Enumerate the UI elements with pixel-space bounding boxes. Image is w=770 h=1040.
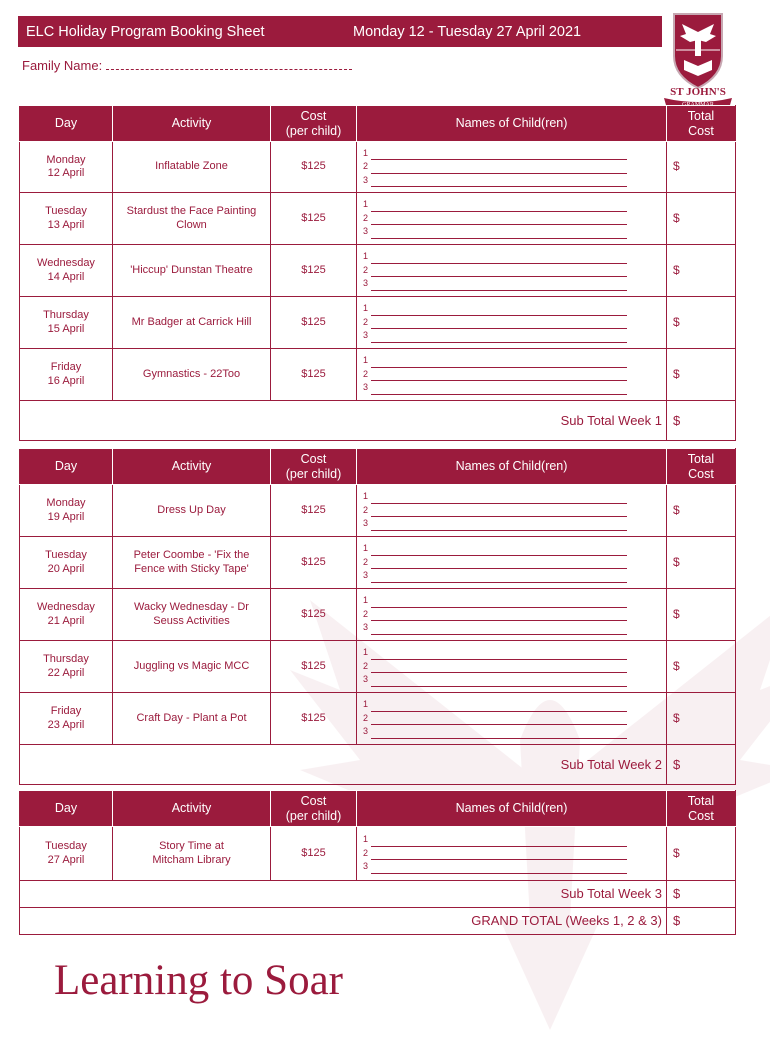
slogan: Learning to Soar (54, 957, 343, 1004)
activity-header: Activity (113, 449, 271, 485)
week-2-table (19, 448, 736, 785)
child-name-field[interactable] (371, 494, 627, 504)
names-cell (357, 349, 667, 401)
names-cell (357, 245, 667, 297)
day-name: Monday (46, 153, 86, 166)
child-name-field[interactable] (371, 702, 627, 712)
day-name: Monday (46, 497, 86, 509)
subtotal-label: Sub Total Week 3 (20, 881, 667, 908)
names-cell (357, 827, 667, 881)
cost-header-line2: (per child) (285, 466, 342, 481)
child-number: 2 (363, 556, 369, 567)
child-name-field[interactable] (371, 306, 627, 316)
table-row (20, 827, 736, 881)
cost-cell: $125 (271, 349, 357, 401)
child-name-field[interactable] (371, 150, 627, 160)
day-date: 20 April (47, 562, 85, 575)
activity-text: Fence with Sticky Tape' (134, 562, 249, 575)
activity-text: Mitcham Library (152, 853, 231, 866)
table-row (20, 245, 736, 297)
child-name-line[interactable] (363, 860, 666, 874)
child-name-line[interactable] (363, 198, 666, 212)
svg-text:ST JOHN'S: ST JOHN'S (670, 86, 726, 98)
table-row (20, 485, 736, 537)
day-name: Thursday (43, 309, 89, 321)
child-name-field[interactable] (371, 358, 627, 368)
day-name: Tuesday (45, 840, 87, 852)
activity-cell (113, 193, 271, 245)
names-cell (357, 193, 667, 245)
table-row (20, 142, 736, 193)
names-header: Names of Child(ren) (357, 791, 667, 827)
activity-cell (113, 693, 271, 745)
day-name: Thursday (43, 653, 89, 665)
child-name-line[interactable] (363, 673, 666, 687)
child-name-line[interactable] (363, 725, 666, 739)
child-number: 3 (363, 226, 369, 237)
subtotal-value[interactable]: $ (667, 881, 736, 908)
child-name-field[interactable] (371, 837, 627, 847)
cost-cell: $125 (271, 641, 357, 693)
child-number: 1 (363, 699, 369, 710)
cost-cell: $125 (271, 693, 357, 745)
day-cell (20, 827, 113, 881)
cost-header-line2: (per child) (285, 123, 342, 138)
child-name-field[interactable] (371, 573, 627, 583)
day-name: Wednesday (37, 601, 95, 613)
activity-cell (113, 349, 271, 401)
table-row (20, 297, 736, 349)
child-number: 3 (363, 382, 369, 393)
child-name-line[interactable] (363, 608, 666, 622)
child-name-line[interactable] (363, 698, 666, 712)
subtotal-row (20, 401, 736, 441)
total-cost-cell[interactable]: $ (667, 349, 736, 401)
header-row (20, 106, 736, 142)
activity-text: Wacky Wednesday - Dr (134, 601, 249, 613)
child-name-field[interactable] (371, 371, 627, 381)
activity-header: Activity (113, 106, 271, 142)
total-header-line2: Cost (688, 808, 714, 823)
program-dates: Monday 12 - Tuesday 27 April 2021 (353, 23, 582, 40)
total-header (667, 791, 736, 827)
day-cell (20, 589, 113, 641)
child-name-field[interactable] (371, 625, 627, 635)
subtotal-label: Sub Total Week 1 (20, 401, 667, 441)
child-name-field[interactable] (371, 715, 627, 725)
child-name-field[interactable] (371, 319, 627, 329)
child-name-line[interactable] (363, 594, 666, 608)
child-number: 2 (363, 847, 369, 858)
child-name-line[interactable] (363, 660, 666, 674)
child-name-field[interactable] (371, 729, 627, 739)
cost-header-line1: Cost (300, 793, 327, 808)
child-name-field[interactable] (371, 164, 627, 174)
activity-text: Peter Coombe - 'Fix the (133, 549, 250, 561)
names-cell (357, 297, 667, 349)
child-name-line[interactable] (363, 277, 666, 291)
child-number: 1 (363, 543, 369, 554)
grand-total-label: GRAND TOTAL (Weeks 1, 2 & 3) (20, 908, 667, 935)
day-date: 27 April (47, 853, 85, 866)
child-name-line[interactable] (363, 302, 666, 316)
day-name: Tuesday (45, 205, 87, 217)
cost-header (271, 106, 357, 142)
day-date: 14 April (47, 270, 85, 283)
child-number: 2 (363, 504, 369, 515)
child-number: 3 (363, 726, 369, 737)
child-number: 3 (363, 518, 369, 529)
subtotal-row (20, 881, 736, 908)
cost-cell: $125 (271, 485, 357, 537)
activity-text: Seuss Activities (153, 614, 230, 627)
day-cell (20, 537, 113, 589)
names-header: Names of Child(ren) (357, 449, 667, 485)
child-number: 1 (363, 355, 369, 366)
child-number: 1 (363, 147, 369, 158)
child-number: 2 (363, 608, 369, 619)
child-name-line[interactable] (363, 212, 666, 226)
subtotal-value[interactable]: $ (667, 745, 736, 785)
child-number: 1 (363, 595, 369, 606)
subtotal-row (20, 745, 736, 785)
day-name: Wednesday (37, 257, 95, 269)
child-number: 2 (363, 316, 369, 327)
subtotal-value[interactable]: $ (667, 401, 736, 441)
names-cell (357, 641, 667, 693)
table-row (20, 641, 736, 693)
child-number: 3 (363, 278, 369, 289)
sheet-title: ELC Holiday Program Booking Sheet (26, 23, 265, 40)
child-number: 3 (363, 674, 369, 685)
child-number: 3 (363, 861, 369, 872)
child-name-field[interactable] (371, 598, 627, 608)
title-bar (18, 16, 662, 47)
family-name-field[interactable] (22, 58, 352, 73)
day-cell (20, 245, 113, 297)
day-cell (20, 485, 113, 537)
total-cost-cell[interactable]: $ (667, 193, 736, 245)
grand-total-value[interactable]: $ (667, 908, 736, 935)
child-name-line[interactable] (363, 847, 666, 861)
total-cost-cell[interactable]: $ (667, 297, 736, 349)
child-name-line[interactable] (363, 517, 666, 531)
total-header (667, 449, 736, 485)
names-cell (357, 693, 667, 745)
child-name-field[interactable] (371, 546, 627, 556)
cost-header-line1: Cost (300, 108, 327, 123)
child-name-line[interactable] (363, 381, 666, 395)
day-name: Friday (50, 705, 82, 717)
child-name-line[interactable] (363, 490, 666, 504)
child-name-field[interactable] (371, 559, 627, 569)
activity-cell (113, 537, 271, 589)
table-row (20, 693, 736, 745)
total-cost-cell[interactable]: $ (667, 589, 736, 641)
child-name-field[interactable] (371, 611, 627, 621)
child-number: 1 (363, 834, 369, 845)
cost-cell: $125 (271, 589, 357, 641)
day-name: Friday (50, 361, 82, 373)
total-cost-cell[interactable]: $ (667, 142, 736, 193)
activity-text: Gymnastics - 22Too (142, 367, 241, 380)
total-cost-cell[interactable]: $ (667, 537, 736, 589)
child-name-line[interactable] (363, 833, 666, 847)
child-number: 2 (363, 264, 369, 275)
child-name-line[interactable] (363, 329, 666, 343)
child-name-field[interactable] (371, 385, 627, 395)
day-date: 22 April (47, 666, 85, 679)
child-name-field[interactable] (371, 333, 627, 343)
child-name-field[interactable] (371, 177, 627, 187)
activity-header: Activity (113, 791, 271, 827)
child-number: 2 (363, 161, 369, 172)
activity-cell (113, 485, 271, 537)
day-date: 13 April (47, 218, 85, 231)
table-row (20, 193, 736, 245)
child-name-field[interactable] (371, 507, 627, 517)
activity-text: Stardust the Face Painting (126, 205, 257, 217)
activity-text: Mr Badger at Carrick Hill (131, 315, 252, 328)
child-number: 3 (363, 622, 369, 633)
day-cell (20, 297, 113, 349)
school-crest-logo (656, 10, 740, 108)
child-name-line[interactable] (363, 250, 666, 264)
day-date: 16 April (47, 374, 85, 387)
day-cell (20, 142, 113, 193)
day-date: 19 April (47, 510, 85, 523)
child-name-field[interactable] (371, 677, 627, 687)
cost-header (271, 791, 357, 827)
child-number: 3 (363, 330, 369, 341)
activity-cell (113, 641, 271, 693)
week-1-table (19, 105, 736, 441)
child-name-field[interactable] (371, 202, 627, 212)
child-name-field[interactable] (371, 281, 627, 291)
names-header: Names of Child(ren) (357, 106, 667, 142)
day-cell (20, 193, 113, 245)
day-date: 21 April (47, 614, 85, 627)
activity-cell (113, 142, 271, 193)
cost-cell: $125 (271, 193, 357, 245)
activity-text: 'Hiccup' Dunstan Theatre (130, 263, 253, 276)
total-cost-cell[interactable]: $ (667, 827, 736, 881)
child-number: 2 (363, 712, 369, 723)
total-cost-cell[interactable]: $ (667, 693, 736, 745)
child-name-line[interactable] (363, 354, 666, 368)
child-number: 1 (363, 251, 369, 262)
header-row (20, 449, 736, 485)
activity-text: Craft Day - Plant a Pot (136, 711, 247, 724)
week-3-table (19, 790, 736, 935)
child-name-field[interactable] (371, 850, 627, 860)
child-name-line[interactable] (363, 160, 666, 174)
child-name-line[interactable] (363, 646, 666, 660)
child-name-line[interactable] (363, 174, 666, 188)
child-name-line[interactable] (363, 504, 666, 518)
day-name: Tuesday (45, 549, 87, 561)
names-cell (357, 142, 667, 193)
subtotal-label: Sub Total Week 2 (20, 745, 667, 785)
total-cost-cell[interactable]: $ (667, 485, 736, 537)
total-header-line1: Total (687, 108, 715, 123)
day-date: 15 April (47, 322, 85, 335)
cost-header-line1: Cost (300, 451, 327, 466)
child-name-line[interactable] (363, 542, 666, 556)
child-name-line[interactable] (363, 316, 666, 330)
total-header-line1: Total (687, 451, 715, 466)
cost-cell: $125 (271, 142, 357, 193)
child-name-line[interactable] (363, 147, 666, 161)
table-row (20, 537, 736, 589)
grand-total-row (20, 908, 736, 935)
child-name-line[interactable] (363, 264, 666, 278)
activity-text: Juggling vs Magic MCC (133, 659, 250, 672)
child-name-line[interactable] (363, 621, 666, 635)
child-number: 1 (363, 491, 369, 502)
child-number: 1 (363, 199, 369, 210)
table-row (20, 349, 736, 401)
cost-cell: $125 (271, 245, 357, 297)
activity-cell (113, 589, 271, 641)
day-header: Day (20, 791, 113, 827)
day-header: Day (20, 449, 113, 485)
child-number: 1 (363, 303, 369, 314)
total-header-line2: Cost (688, 123, 714, 138)
child-name-line[interactable] (363, 368, 666, 382)
child-name-field[interactable] (371, 267, 627, 277)
day-header: Day (20, 106, 113, 142)
activity-text: Inflatable Zone (155, 160, 228, 173)
total-header-line1: Total (687, 793, 715, 808)
names-cell (357, 537, 667, 589)
child-name-field[interactable] (371, 229, 627, 239)
child-name-field[interactable] (371, 650, 627, 660)
child-name-field[interactable] (371, 663, 627, 673)
child-name-field[interactable] (371, 864, 627, 874)
day-cell (20, 693, 113, 745)
total-header-line2: Cost (688, 466, 714, 481)
header-row (20, 791, 736, 827)
day-cell (20, 641, 113, 693)
table-row (20, 589, 736, 641)
child-number: 2 (363, 212, 369, 223)
day-cell (20, 349, 113, 401)
child-number: 2 (363, 660, 369, 671)
activity-text: Clown (176, 218, 207, 231)
child-number: 3 (363, 570, 369, 581)
child-number: 2 (363, 368, 369, 379)
child-name-line[interactable] (363, 712, 666, 726)
activity-cell (113, 297, 271, 349)
cost-cell: $125 (271, 297, 357, 349)
child-name-line[interactable] (363, 569, 666, 583)
names-cell (357, 485, 667, 537)
family-name-label: Family Name: (22, 58, 103, 73)
cost-cell: $125 (271, 537, 357, 589)
activity-text: Story Time at (159, 840, 224, 852)
total-cost-cell[interactable]: $ (667, 641, 736, 693)
child-number: 1 (363, 647, 369, 658)
total-header (667, 106, 736, 142)
day-date: 23 April (47, 718, 85, 731)
child-name-field[interactable] (371, 521, 627, 531)
activity-cell (113, 245, 271, 297)
child-name-line[interactable] (363, 556, 666, 570)
activity-text: Dress Up Day (157, 503, 226, 516)
day-date: 12 April (47, 167, 85, 179)
family-name-line[interactable] (106, 59, 352, 70)
child-number: 3 (363, 174, 369, 185)
cost-header (271, 449, 357, 485)
cost-cell: $125 (271, 827, 357, 881)
child-name-field[interactable] (371, 254, 627, 264)
total-cost-cell[interactable]: $ (667, 245, 736, 297)
names-cell (357, 589, 667, 641)
child-name-field[interactable] (371, 215, 627, 225)
activity-cell (113, 827, 271, 881)
child-name-line[interactable] (363, 225, 666, 239)
cost-header-line2: (per child) (285, 808, 342, 823)
